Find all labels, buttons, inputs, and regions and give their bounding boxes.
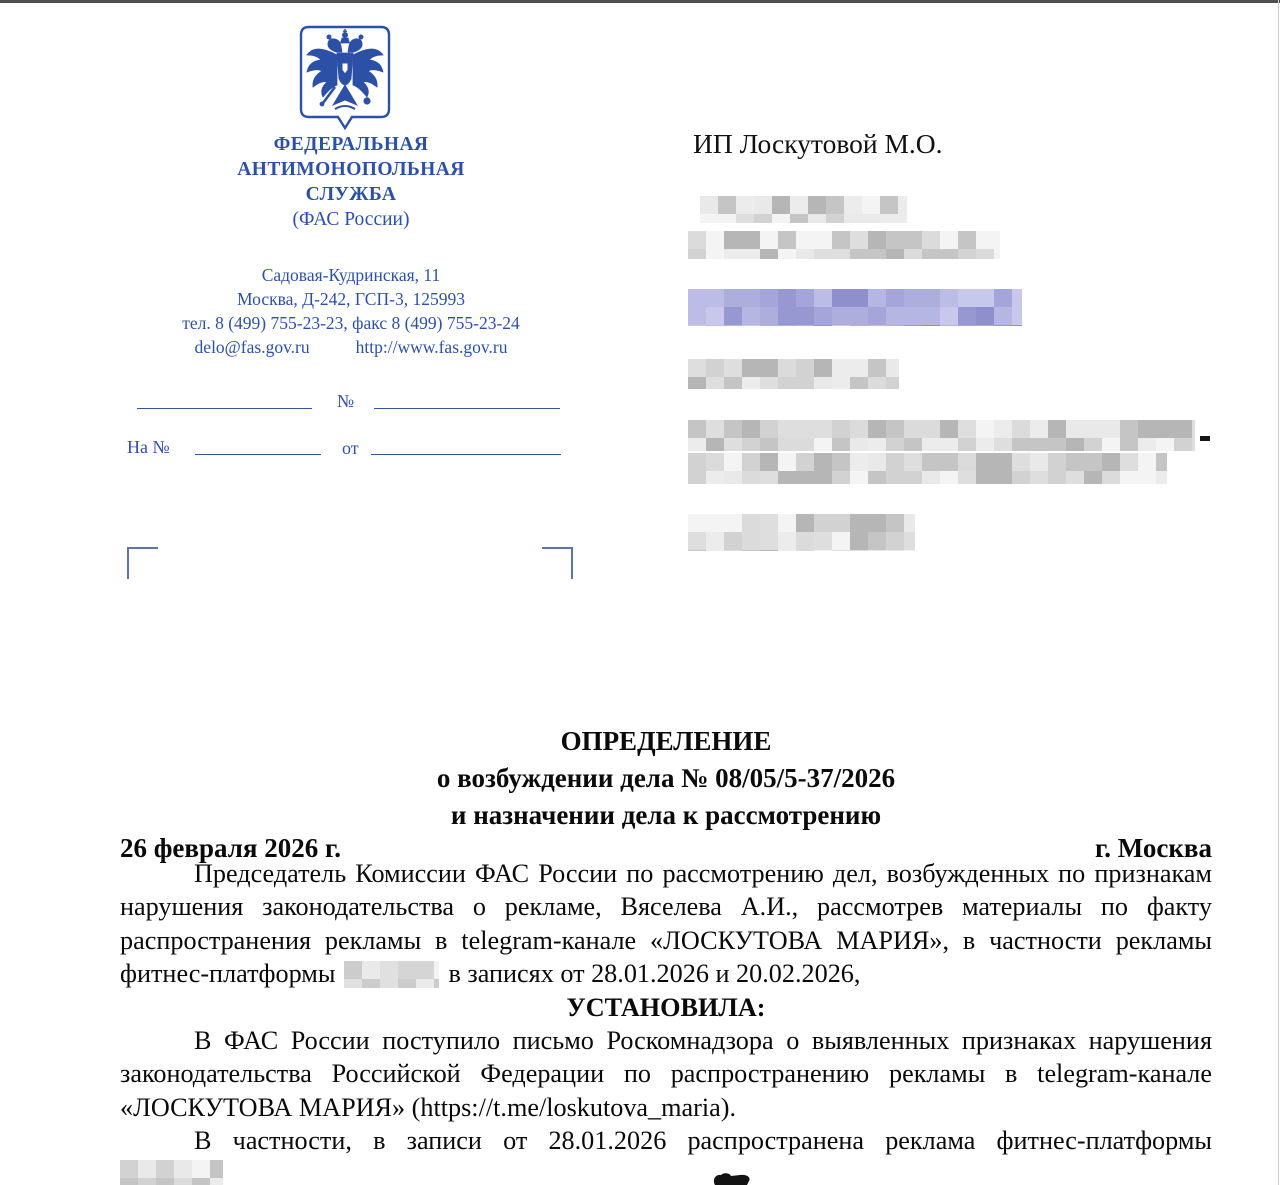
agency-name-line: ФЕДЕРАЛЬНАЯ [273,134,429,155]
window-top-edge [0,0,1280,3]
redacted-detail-line [688,420,1195,451]
paragraph-facts: В ФАС России поступило письмо Роскомнадзора о выявленных признаках нарушения законодательства Российской Федерации по распространению рекламы в telegram-канале «ЛОСКУТОВА МАРИЯ» (https://t.me/loskutova_maria). [120,1026,1212,1122]
agency-address-block [120,263,582,359]
agency-name-line: АНТИМОНОПОЛЬНАЯ [237,159,465,180]
russia-coat-of-arms-icon [299,25,391,131]
reply-from-label: от [342,438,359,458]
redacted-address-line [700,196,907,223]
agency-email: delo@fas.gov.ru [194,337,310,357]
address-line: тел. 8 (499) 755-23-23, факс 8 (499) 755-23-24 [182,313,520,333]
document-date: 26 февраля 2026 г. [120,833,341,863]
recipient-name: ИП Лоскутовой М.О. [693,128,943,159]
redacted-detail-line [688,514,915,551]
redacted-detail-line [688,359,899,389]
number-sign-label: № [337,391,355,411]
contact-row [120,335,582,359]
title-case-number-line: о возбуждении дела № 08/05/5-37/2026 [436,763,896,793]
redacted-address-line [688,231,1000,259]
agency-website: http://www.fas.gov.ru [355,337,508,357]
address-line: Москва, Д-242, ГСП-3, 125993 [237,289,465,309]
corner-mark-right [542,547,573,579]
address-line: Садовая-Кудринская, 11 [261,265,441,285]
agency-name-block [120,132,582,232]
paragraph-intro-text: Председатель Комиссии ФАС России по рассмотрению дел, возбужденных по признакам нарушения законодательства о рекламе, Вяселева А.И., рассмотрев материалы по факту распространения рекламы в telegram-канале «ЛОСКУТОВА МАРИЯ», в частности рекламы фитнес-платформы [120,859,1212,989]
corner-mark-left [127,547,158,579]
outgoing-date-line [374,394,560,409]
paragraph-intro [120,857,1212,991]
document-body [120,857,1212,1185]
document-title-block [120,723,1212,834]
title-line: ОПРЕДЕЛЕНИЕ [560,726,772,756]
paragraph-intro-text-after: в записях от 28.01.2026 и 20.02.2026, [448,959,861,989]
reply-to-label: На № [127,437,170,457]
redacted-detail-line [688,453,1167,484]
title-line: и назначении дела к рассмотрению [450,800,882,830]
agency-short-name: (ФАС России) [292,209,410,230]
cut-off-image-fragment [711,1172,751,1185]
redacted-platform-name [344,961,439,988]
outgoing-number-line [137,394,312,409]
reply-date-line [371,440,561,455]
agency-name-line: СЛУЖБА [305,184,397,205]
paragraph-detail: В частности, в записи от 28.01.2026 распространена реклама фитнес-платформы [194,1126,1212,1156]
redacted-email-link [688,289,1022,326]
resolved-heading: УСТАНОВИЛА: [566,992,766,1022]
redaction-trailing-dash [1200,436,1210,441]
document-city: г. Москва [1095,833,1212,863]
reply-number-line [195,440,321,455]
redacted-platform-name-block [120,1160,223,1185]
page-right-edge [1278,0,1279,1185]
